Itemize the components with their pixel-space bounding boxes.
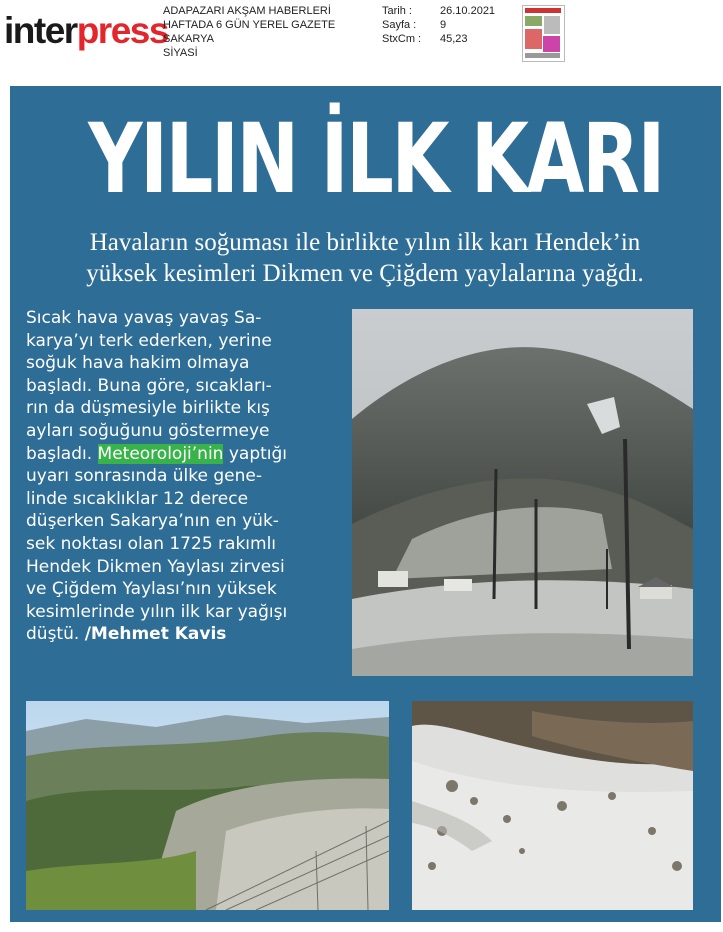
publication-frequency: HAFTADA 6 GÜN YEREL GAZETE bbox=[163, 19, 336, 31]
body-line: Sıcak hava yavaş yavaş Sa- bbox=[26, 308, 262, 328]
body-text: düştü. bbox=[26, 624, 80, 645]
article-body bbox=[26, 307, 344, 646]
subheadline-line: yüksek kesimleri Dikmen ve Çiğdem yaylalarına yağdı. bbox=[86, 260, 644, 287]
body-text: başladı. bbox=[26, 443, 93, 464]
logo-text-inter: inter bbox=[4, 10, 77, 51]
byline: /Mehmet Kavis bbox=[84, 624, 227, 645]
publication-category: SİYASİ bbox=[163, 47, 198, 59]
body-line: uyarı sonrasında ülke gene- bbox=[26, 466, 262, 487]
body-line: başladı. Buna göre, sıcakları- bbox=[26, 375, 272, 396]
size-value: 45,23 bbox=[440, 33, 468, 45]
publication-name: ADAPAZARI AKŞAM HABERLERİ bbox=[163, 5, 331, 17]
info-labels bbox=[382, 4, 421, 46]
body-line: kesimlerinde yılın ilk kar yağışı bbox=[26, 601, 288, 622]
interpress-logo bbox=[4, 6, 168, 56]
body-line bbox=[26, 623, 344, 646]
photo-mountain-ridge-fence bbox=[26, 701, 389, 910]
page-label: Sayfa : bbox=[382, 19, 417, 31]
body-line: linde sıcaklıklar 12 derece bbox=[26, 488, 249, 509]
highlighted-keyword: Meteoroloji’nin bbox=[97, 443, 224, 464]
headline: YILIN İLK KARI bbox=[88, 103, 664, 215]
body-line: soğuk hava hakim olmaya bbox=[26, 353, 250, 374]
body-line: ayları soğuğunu göstermeye bbox=[26, 420, 270, 441]
photo-snow-covered-ground bbox=[412, 701, 693, 910]
date-value: 26.10.2021 bbox=[440, 5, 496, 17]
body-text: yaptığı bbox=[228, 443, 288, 464]
body-line: rın da düşmesiyle birlikte kış bbox=[26, 398, 270, 419]
body-line: ve Çiğdem Yaylası’nın yüksek bbox=[26, 579, 277, 600]
photo-snowy-plateau-village bbox=[352, 309, 693, 676]
info-values bbox=[440, 4, 495, 46]
size-label: StxCm : bbox=[382, 33, 422, 45]
body-line: düşerken Sakarya’nın en yük- bbox=[26, 511, 279, 532]
publication-meta bbox=[163, 4, 335, 60]
subheadline bbox=[20, 227, 710, 289]
body-line: sek noktası olan 1725 rakımlı bbox=[26, 533, 277, 554]
body-line: karya’yı terk ederken, yerine bbox=[26, 330, 272, 351]
body-line bbox=[26, 443, 344, 466]
page-thumbnail[interactable] bbox=[522, 5, 565, 62]
date-label: Tarih : bbox=[382, 5, 412, 17]
clipping-header bbox=[0, 0, 723, 84]
subheadline-line: Havaların soğuması ile birlikte yılın ilk karı Hendek’in bbox=[89, 229, 641, 256]
body-line: Hendek Dikmen Yaylası zirvesi bbox=[26, 556, 285, 577]
publication-city: SAKARYA bbox=[163, 33, 214, 45]
logo-text-press: press bbox=[76, 10, 168, 51]
page-value: 9 bbox=[440, 19, 447, 31]
